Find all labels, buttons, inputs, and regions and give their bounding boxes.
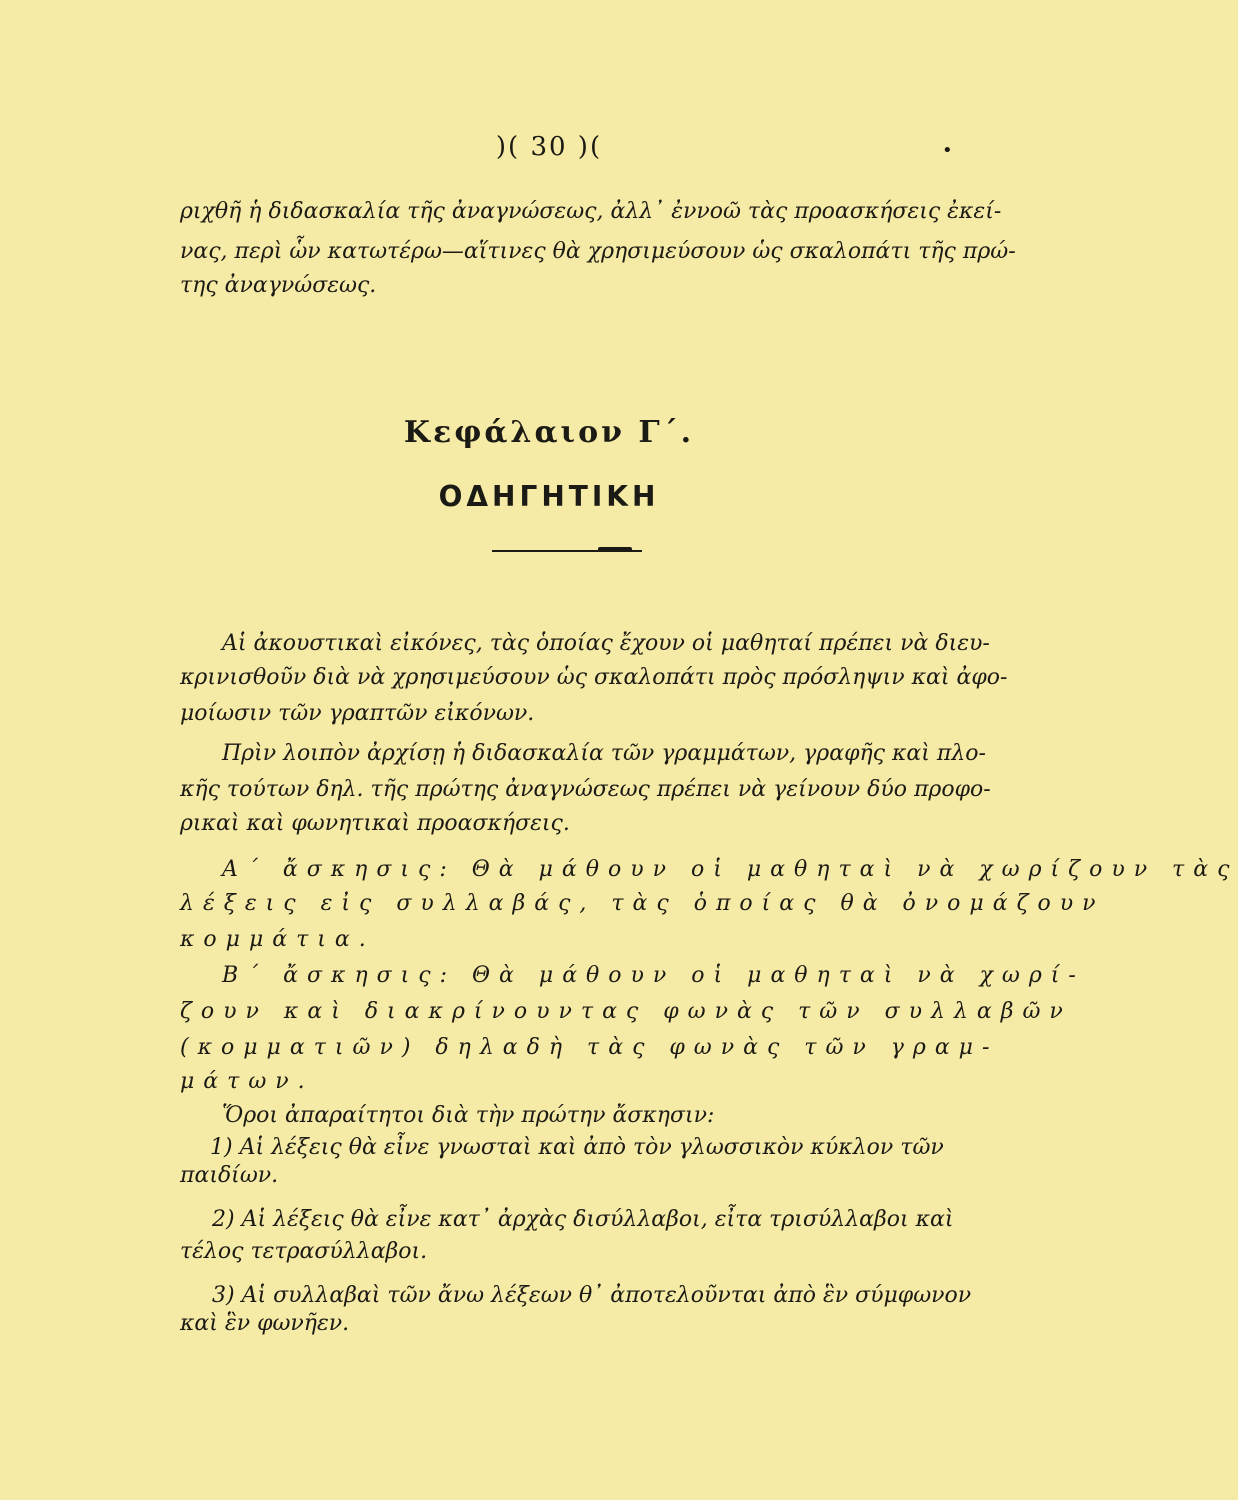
text-line: τέλος τετρασύλλαβοι. — [180, 1239, 428, 1264]
text-line: Α΄ ἄσκησις: Θὰ μάθουν οἱ μαθηταὶ νὰ χωρίζουν τὰς — [222, 857, 1238, 882]
text-line: 3) Αἱ συλλαβαὶ τῶν ἄνω λέξεων θ᾽ ἀποτελοῦνται ἀπὸ ἓν σύμφωνον — [212, 1283, 972, 1308]
text-line: παιδίων. — [180, 1163, 279, 1188]
text-line: ζουν καὶ διακρίνουντας φωνὰς τῶν συλλαβῶν — [180, 999, 1072, 1024]
ink-dot: • — [942, 140, 953, 161]
chapter-subtitle: ΟΔΗΓΗΤΙΚΗ — [438, 480, 660, 513]
text-line: μάτων. — [180, 1069, 314, 1094]
text-line: Ὅροι ἀπαραίτητοι διὰ τὴν πρώτην ἄσκησιν: — [222, 1103, 715, 1128]
text-line: 1) Αἱ λέξεις θὰ εἶνε γνωσταὶ καὶ ἀπὸ τὸν γλωσσικὸν κύκλον τῶν — [210, 1135, 944, 1160]
text-line: νας, περὶ ὧν κατωτέρω—αἵτινες θὰ χρησιμεύσουν ὡς σκαλοπάτι τῆς πρώ- — [180, 239, 1016, 264]
text-line: της ἀναγνώσεως. — [180, 273, 377, 298]
text-line: Πρὶν λοιπὸν ἀρχίσῃ ἡ διδασκαλία τῶν γραμμάτων, γραφῆς καὶ πλο- — [222, 741, 986, 766]
title-rule-ornament — [598, 547, 632, 552]
text-line: Αἱ ἀκουστικαὶ εἰκόνες, τὰς ὁποίας ἔχουν οἱ μαθηταί πρέπει νὰ διευ- — [222, 631, 990, 656]
text-line: Β΄ ἄσκησις: Θὰ μάθουν οἱ μαθηταὶ νὰ χωρί- — [222, 963, 1085, 988]
text-line: (κομματιῶν) δηλαδὴ τὰς φωνὰς τῶν γραμ- — [180, 1035, 999, 1060]
text-line: 2) Αἱ λέξεις θὰ εἶνε κατ᾽ ἀρχὰς δισύλλαβοι, εἶτα τρισύλλαβοι καὶ — [212, 1207, 954, 1232]
text-line: κομμάτια. — [180, 927, 375, 952]
text-line: κρινισθοῦν διὰ νὰ χρησιμεύσουν ὡς σκαλοπάτι πρὸς πρόσληψιν καὶ ἀφο- — [180, 665, 1008, 690]
text-line: κῆς τούτων δηλ. τῆς πρώτης ἀναγνώσεως πρέπει νὰ γείνουν δύο προφο- — [180, 777, 991, 802]
text-line: μοίωσιν τῶν γραπτῶν εἰκόνων. — [180, 701, 535, 726]
text-line: καὶ ἓν φωνῆεν. — [180, 1311, 350, 1336]
text-line: λέξεις εἰς συλλαβάς, τὰς ὁποίας θὰ ὀνομάζουν — [180, 891, 1105, 916]
chapter-title: Κεφάλαιον Γ΄. — [403, 415, 695, 450]
page-number: )( 30 )( — [495, 132, 603, 162]
text-line: ριχθῆ ἡ διδασκαλία τῆς ἀναγνώσεως, ἀλλ᾽ ἐννοῶ τὰς προασκήσεις ἐκεί- — [180, 199, 1002, 224]
text-line: ρικαὶ καὶ φωνητικαὶ προασκήσεις. — [180, 811, 570, 836]
